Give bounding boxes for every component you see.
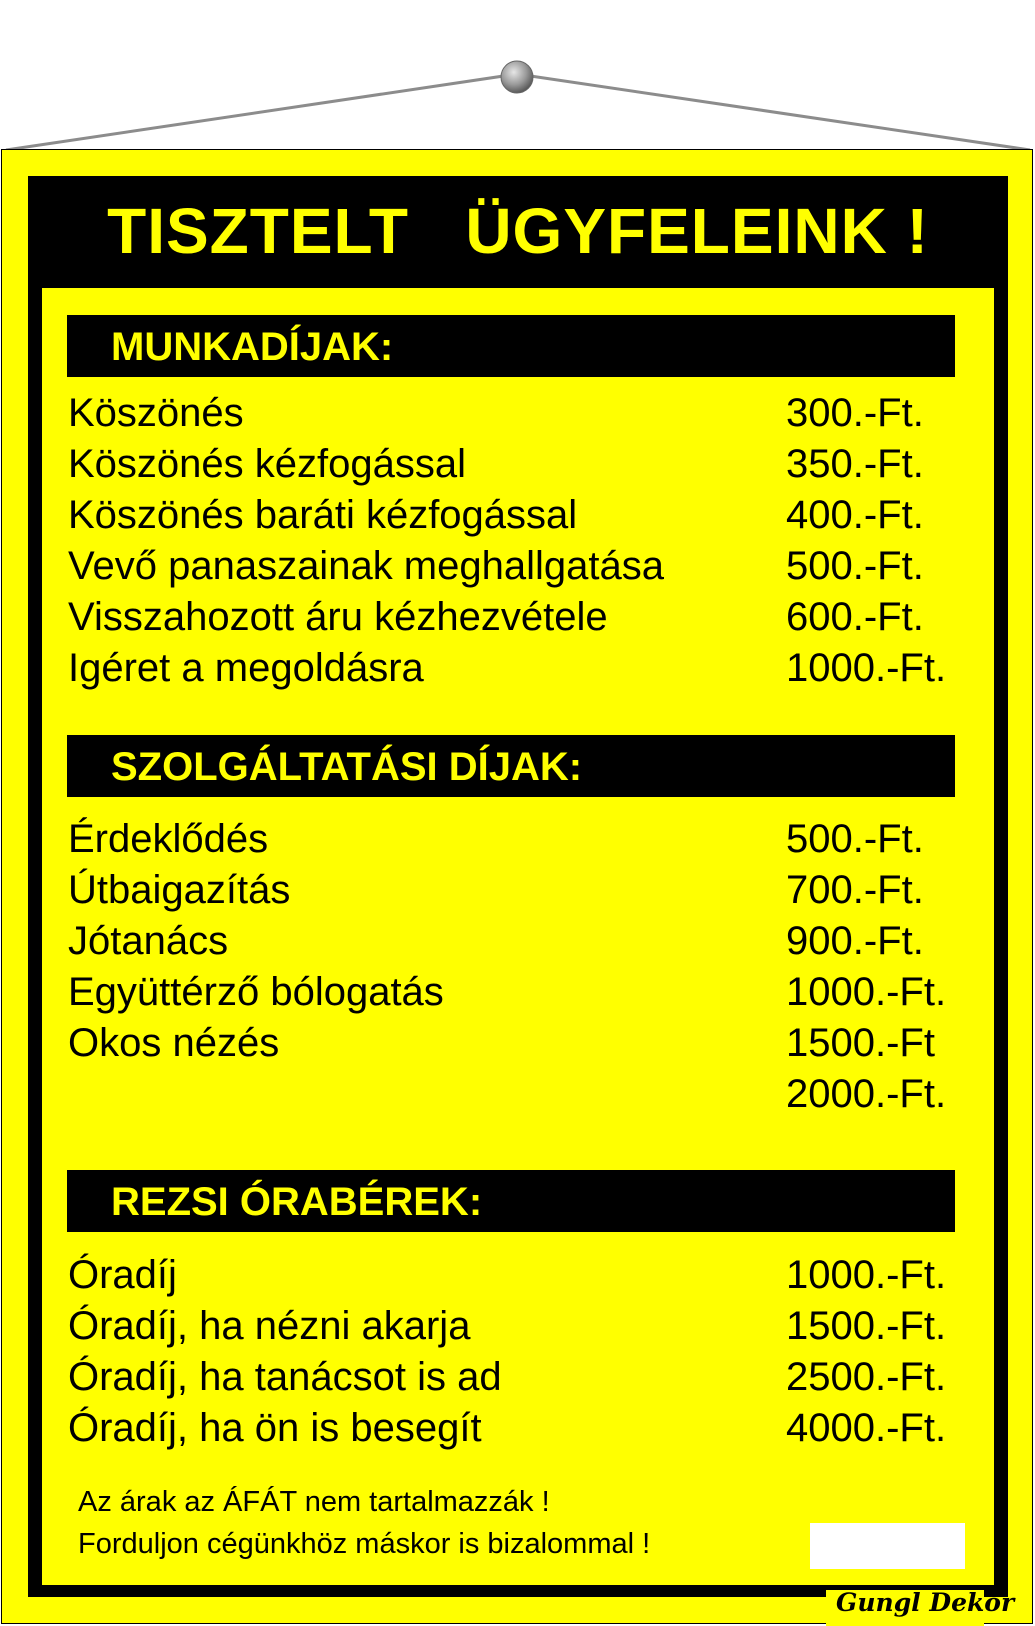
item-label: Óradíj, ha nézni akarja [68,1304,471,1348]
list-item [68,814,978,865]
list-item [68,1301,978,1352]
item-price: 500.-Ft. [786,544,924,588]
item-label: Vevő panaszainak meghallgatása [68,544,664,588]
item-label: Útbaigazítás [68,868,291,912]
list-item [68,490,978,541]
item-label: Köszönés kézfogással [68,442,467,486]
footer-trust-note: Forduljon cégünkhöz máskor is bizalommal ! [78,1528,651,1560]
list-item [68,1018,978,1069]
item-label: Együttérző bólogatás [68,970,444,1014]
list-item [68,1403,978,1454]
item-price: 600.-Ft. [786,595,924,639]
item-price: 700.-Ft. [786,868,924,912]
price-list-munkadijak [68,388,978,694]
price-list-szolgaltatasi-dijak [68,814,978,1120]
brand-signature: Gungl Dekor [836,1588,1015,1617]
item-price: 2500.-Ft. [786,1355,947,1399]
blank-label-area [810,1523,965,1569]
item-price: 500.-Ft. [786,817,924,861]
item-price: 900.-Ft. [786,919,924,963]
item-price: 1000.-Ft. [786,1253,947,1297]
item-price: 300.-Ft. [786,391,924,435]
section-heading-rezsi-oraberek: REZSI ÓRABÉREK: [67,1170,955,1232]
sign-title: TISZTELT ÜGYFELEINK ! [107,195,929,267]
item-label: Visszahozott áru kézhezvétele [68,595,608,639]
item-price: 1500.-Ft [786,1021,935,1065]
item-price: 2000.-Ft. [786,1072,947,1116]
section-heading-munkadijak: MUNKADÍJAK: [67,315,955,377]
list-item [68,1250,978,1301]
item-label: Jótanács [68,919,229,963]
list-item [68,439,978,490]
item-label: Köszönés [68,391,244,435]
item-label: Óradíj [68,1253,177,1297]
item-price: 350.-Ft. [786,442,924,486]
list-item [68,916,978,967]
price-list-rezsi-oraberek [68,1250,978,1454]
list-item [68,643,978,694]
pin-icon [501,61,533,93]
item-label: Érdeklődés [68,817,269,861]
list-item [68,865,978,916]
footer-vat-note: Az árak az ÁFÁT nem tartalmazzák ! [78,1486,550,1518]
item-price: 400.-Ft. [786,493,924,537]
list-item [68,967,978,1018]
section-heading-szolgaltatasi-dijak: SZOLGÁLTATÁSI DÍJAK: [67,735,955,797]
list-item [68,388,978,439]
item-price: 1000.-Ft. [786,646,947,690]
item-price: 4000.-Ft. [786,1406,947,1450]
list-item [68,1352,978,1403]
list-item [68,592,978,643]
footer-notes [78,1481,650,1565]
item-label: Óradíj, ha tanácsot is ad [68,1355,502,1399]
item-label: Okos nézés [68,1021,280,1065]
item-label: Óradíj, ha ön is besegít [68,1406,482,1450]
item-price: 1000.-Ft. [786,970,947,1014]
item-label: Köszönés baráti kézfogással [68,493,578,537]
list-item [68,541,978,592]
item-price: 1500.-Ft. [786,1304,947,1348]
hanging-wire [0,0,1035,160]
item-label: Igéret a megoldásra [68,646,424,690]
list-item [68,1069,978,1120]
